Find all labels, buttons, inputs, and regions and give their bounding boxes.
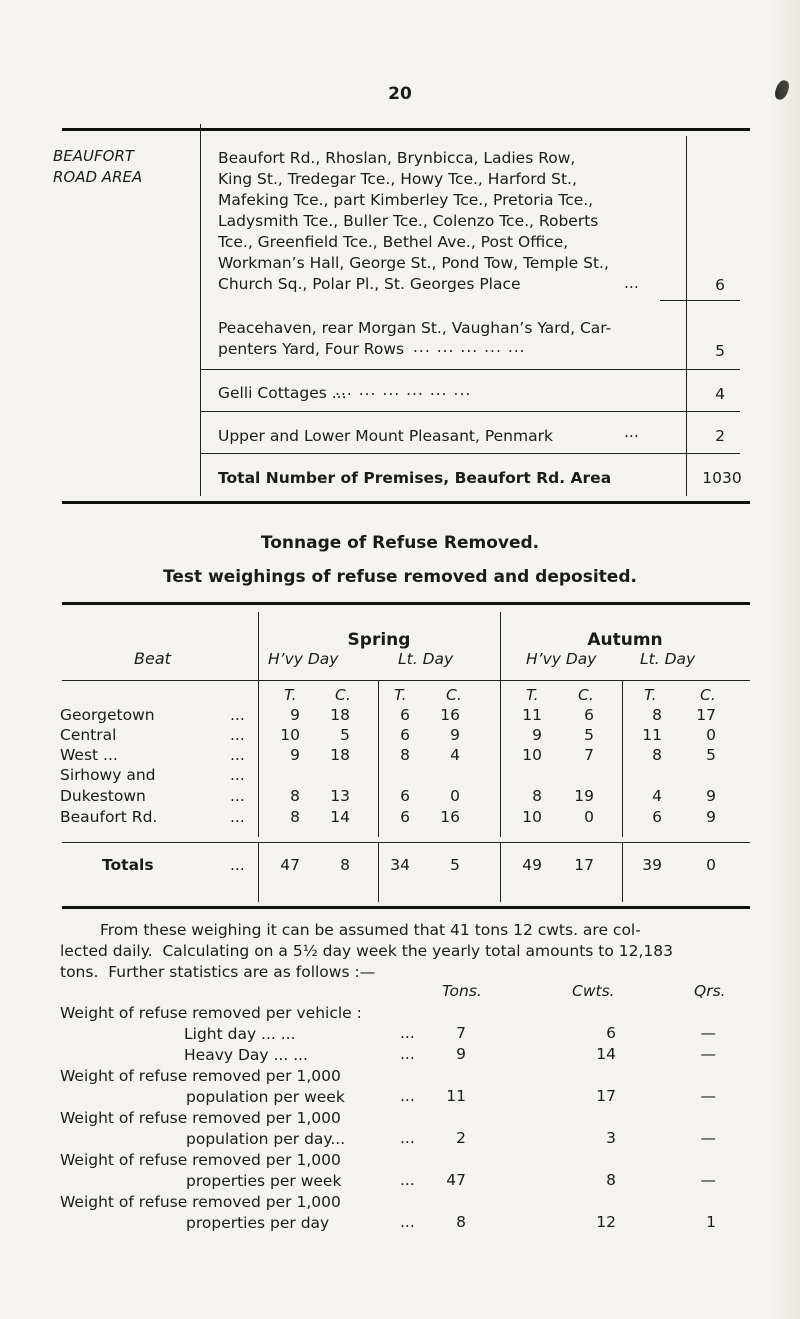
beat-name: Sirhowy and: [60, 766, 156, 784]
leader-dots: ...: [230, 856, 245, 874]
stat-label: Weight of refuse removed per 1,000: [60, 1193, 341, 1211]
stat-tons: 47: [446, 1171, 466, 1189]
weigh-value: 0: [450, 787, 460, 805]
weigh-value: 5: [584, 726, 594, 744]
stat-cwts: 3: [606, 1129, 616, 1147]
street-line: King St., Tredegar Tce., Howy Tce., Harford St.,: [218, 170, 577, 188]
weigh-value: 9: [450, 726, 460, 744]
weigh-table-top-rule: [62, 602, 750, 605]
header-divider: [62, 680, 750, 681]
leader-dots: ...: [400, 1087, 415, 1105]
weigh-value: 6: [652, 808, 662, 826]
total-value: 39: [642, 856, 662, 874]
weigh-value: 6: [400, 706, 410, 724]
cwts-label: C.: [578, 686, 594, 704]
street-line: Church Sq., Polar Pl., St. Georges Place: [218, 275, 521, 293]
stat-label: Light day ... ...: [184, 1025, 296, 1043]
stat-label-cont: properties per day: [186, 1214, 330, 1232]
stat-label-cont: properties per week: [186, 1172, 342, 1190]
leader-dots: ...: [624, 274, 639, 292]
street-line: Gelli Cottages ...: [218, 384, 347, 402]
weigh-value: 9: [706, 808, 716, 826]
total-premises: 1030: [702, 469, 742, 487]
cwts-label: C.: [335, 686, 351, 704]
weigh-value: 10: [522, 746, 542, 764]
autumn-day-divider: [622, 680, 623, 837]
street-line: Workman’s Hall, George St., Pond Tow, Temple St.,: [218, 254, 609, 272]
weigh-value: 14: [330, 808, 350, 826]
stat-label-cont: population per week: [186, 1088, 345, 1106]
cwts-label: C.: [700, 686, 716, 704]
total-value: 49: [522, 856, 542, 874]
street-line: Ladysmith Tce., Buller Tce., Colenzo Tce., Roberts: [218, 212, 599, 230]
weigh-value: 8: [290, 787, 300, 805]
spring-day-divider: [378, 680, 379, 837]
leader-dots: ...: [400, 1213, 415, 1231]
row-divider: [200, 411, 740, 412]
beat-name-cont: Dukestown: [60, 787, 146, 805]
area-label-line: ROAD AREA: [53, 168, 143, 186]
street-line: Beaufort Rd., Rhoslan, Brynbicca, Ladies Row,: [218, 149, 576, 167]
row-divider: [660, 300, 740, 301]
stat-label: Weight of refuse removed per 1,000: [60, 1151, 341, 1169]
premises-count: 4: [715, 385, 725, 403]
area-row-1: [218, 148, 668, 295]
premises-count: 5: [715, 342, 725, 360]
leader-dots: ...: [400, 1045, 415, 1063]
leader-dots: ...: [400, 1024, 415, 1042]
tons-label: T.: [284, 686, 297, 704]
street-line: Mafeking Tce., part Kimberley Tce., Pretoria Tce.,: [218, 191, 594, 209]
weigh-value: 11: [522, 706, 542, 724]
beat-name: Central: [60, 726, 117, 744]
totals-col-divider: [258, 842, 259, 902]
area-total-row: [218, 468, 688, 489]
total-value: 0: [706, 856, 716, 874]
col-cwts-header: Cwts.: [572, 982, 615, 1000]
autumn-hvy-header: H’vy Day: [526, 650, 597, 668]
leader-dots: ...: [230, 808, 245, 826]
stat-cwts: 12: [596, 1213, 616, 1231]
total-label: Total Number of Premises, Beaufort Rd. Area: [218, 469, 612, 487]
weigh-value: 6: [400, 808, 410, 826]
area-label: [53, 146, 142, 188]
autumn-header: Autumn: [587, 630, 663, 650]
col-tons-header: Tons.: [442, 982, 482, 1000]
stat-label: Weight of refuse removed per 1,000: [60, 1067, 341, 1085]
stat-label: Weight of refuse removed per vehicle :: [60, 1004, 362, 1022]
weigh-value: 5: [706, 746, 716, 764]
weigh-value: 4: [450, 746, 460, 764]
paragraph-line: From these weighing it can be assumed that 41 tons 12 cwts. are col-: [100, 921, 641, 939]
weighings-title: Test weighings of refuse removed and deposited.: [163, 567, 637, 587]
beat-name: Beaufort Rd.: [60, 808, 158, 826]
stat-cwts: 8: [606, 1171, 616, 1189]
leader-dots: ...: [230, 726, 245, 744]
weigh-value: 9: [290, 706, 300, 724]
stat-tons: 2: [456, 1129, 466, 1147]
leader-dots: ...: [230, 787, 245, 805]
page-edge-shadow: [770, 0, 800, 1319]
weigh-value: 9: [706, 787, 716, 805]
weigh-value: 6: [400, 787, 410, 805]
weigh-value: 17: [696, 706, 716, 724]
weigh-table-bottom-rule: [62, 906, 750, 909]
street-line: Tce., Greenfield Tce., Bethel Ave., Post Office,: [218, 233, 569, 251]
weigh-value: 9: [532, 726, 542, 744]
stat-qrs: —: [700, 1045, 716, 1063]
total-value: 8: [340, 856, 350, 874]
stat-label-cont: population per day...: [186, 1130, 346, 1148]
weigh-value: 18: [330, 706, 350, 724]
weigh-value: 0: [706, 726, 716, 744]
stat-qrs: —: [700, 1129, 716, 1147]
weigh-value: 6: [584, 706, 594, 724]
area-row-4: [218, 426, 668, 447]
weigh-value: 10: [280, 726, 300, 744]
total-value: 47: [280, 856, 300, 874]
beat-header: Beat: [134, 649, 171, 668]
leader-dots: ...: [400, 1129, 415, 1147]
leader-dots: ...: [624, 423, 639, 441]
premises-count: 6: [715, 276, 725, 294]
weigh-value: 8: [532, 787, 542, 805]
stat-qrs: —: [700, 1171, 716, 1189]
stat-tons: 8: [456, 1213, 466, 1231]
cwts-label: C.: [446, 686, 462, 704]
weigh-value: 0: [584, 808, 594, 826]
row-divider: [200, 453, 740, 454]
spring-header: Spring: [347, 630, 411, 650]
weigh-value: 16: [440, 706, 460, 724]
leader-dots: ...: [230, 766, 245, 784]
col-qrs-header: Qrs.: [694, 982, 726, 1000]
table-bottom-rule: [62, 501, 750, 504]
weigh-value: 8: [652, 706, 662, 724]
stat-qrs: —: [700, 1087, 716, 1105]
total-value: 5: [450, 856, 460, 874]
spring-lt-header: Lt. Day: [398, 650, 454, 668]
totals-col-divider: [622, 842, 623, 902]
stat-cwts: 6: [606, 1024, 616, 1042]
table-top-rule: [62, 128, 750, 131]
tons-label: T.: [394, 686, 407, 704]
beat-name: West ...: [60, 746, 118, 764]
area-label-line: BEAUFORT: [53, 147, 135, 165]
stat-tons: 11: [446, 1087, 466, 1105]
tons-label: T.: [644, 686, 657, 704]
weigh-value: 10: [522, 808, 542, 826]
leader-dots: ...: [400, 1171, 415, 1189]
weigh-value: 7: [584, 746, 594, 764]
totals-divider: [62, 842, 750, 843]
stat-cwts: 17: [596, 1087, 616, 1105]
premises-count: 2: [715, 427, 725, 445]
weigh-value: 6: [400, 726, 410, 744]
weigh-value: 13: [330, 787, 350, 805]
stat-qrs: —: [700, 1024, 716, 1042]
weigh-value: 8: [652, 746, 662, 764]
weigh-value: 8: [290, 808, 300, 826]
weigh-value: 8: [400, 746, 410, 764]
street-line: Upper and Lower Mount Pleasant, Penmark: [218, 427, 553, 445]
street-line: penters Yard, Four Rows: [218, 340, 405, 358]
value-col-divider: [686, 136, 687, 496]
stat-label: Weight of refuse removed per 1,000: [60, 1109, 341, 1127]
leader-dots: ...: [230, 706, 245, 724]
weigh-value: 19: [574, 787, 594, 805]
totals-col-divider: [500, 842, 501, 902]
stat-tons: 7: [456, 1024, 466, 1042]
stat-label: Heavy Day ... ...: [184, 1046, 308, 1064]
street-line: Peacehaven, rear Morgan St., Vaughan’s Yard, Car-: [218, 319, 612, 337]
total-value: 34: [390, 856, 410, 874]
leader-dots: ...: [230, 746, 245, 764]
page-number: 20: [388, 84, 412, 104]
paragraph-line: tons. Further statistics are as follows :—: [60, 963, 376, 981]
spring-hvy-header: H’vy Day: [268, 650, 339, 668]
weigh-value: 11: [642, 726, 662, 744]
weigh-value: 9: [290, 746, 300, 764]
weigh-value: 4: [652, 787, 662, 805]
stat-qrs: 1: [706, 1213, 716, 1231]
weigh-value: 18: [330, 746, 350, 764]
weigh-value: 5: [340, 726, 350, 744]
tonnage-title: Tonnage of Refuse Removed.: [260, 533, 540, 553]
total-value: 17: [574, 856, 594, 874]
stat-tons: 9: [456, 1045, 466, 1063]
stat-cwts: 14: [596, 1045, 616, 1063]
beat-name: Georgetown: [60, 706, 155, 724]
weigh-value: 16: [440, 808, 460, 826]
area-col-divider: [200, 124, 201, 496]
paragraph-line: lected daily. Calculating on a 5½ day week the yearly total amounts to 12,183: [60, 942, 673, 960]
autumn-lt-header: Lt. Day: [640, 650, 696, 668]
row-divider: [200, 369, 740, 370]
leader-dots: ... ... ... ... ...: [413, 338, 526, 356]
tons-label: T.: [526, 686, 539, 704]
totals-label: Totals: [102, 856, 154, 874]
leader-dots: ... ... ... ... ... ...: [335, 381, 472, 399]
totals-col-divider: [378, 842, 379, 902]
